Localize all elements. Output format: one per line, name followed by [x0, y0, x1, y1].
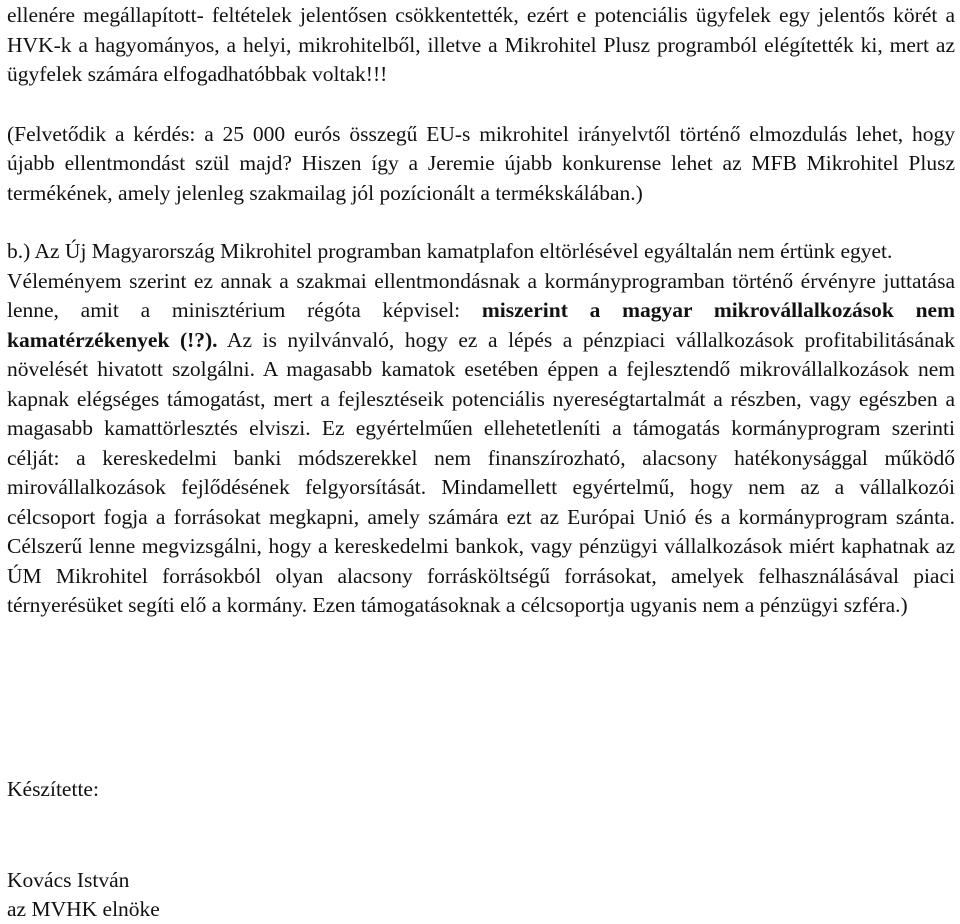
paragraph-4-bold-text: miszerint a magyar mikrovállalkozások nem kamatérzékenyek (!?).	[7, 298, 956, 352]
paragraph-2: (Felvetődik a kérdés: a 25 000 eurós összegű EU-s mikrohitel irányelvtől történő elmozdulás lehet, hogy újabb ellentmondást szül majd? Hiszen így a Jeremie újabb konkurense lehet az MFB Mikrohitel Plusz termékének, amely jelenleg szakmailag jól pozícionált a termékskálában.)	[7, 121, 955, 205]
paragraph-4-text-a: Véleményem szerint ez annak a szakmai ellentmondásnak a kormányprogramban történő érvényre juttatása lenne, amit a minisztérium régóta képvisel:	[7, 268, 955, 322]
paragraph-4	[7, 267, 955, 621]
signature-title: az MVHK elnöke	[7, 897, 160, 921]
document-body	[7, 0, 955, 621]
paragraph-3: b.) Az Új Magyarország Mikrohitel programban kamatplafon eltörlésével egyáltalán nem értünk egyet.	[7, 239, 893, 263]
paragraph-4-text-b: Az is nyilvánvaló, hogy ez a lépés a pénzpiaci vállalkozások profitabilitásának növelését hivatott szolgálni. A magasabb kamatok esetében éppen a fejlesztendő mikrovállalkozások nem kapnak elégséges támogatást, mert a fejlesztéseik potenciális nyereségtartalmát a részben, vagy egészben a magasabb kamattörlesztés elviszi. Ez egyértelműen ellehetetleníti a támogatás kormányprogram szerinti célját: a kereskedelmi banki módszerekkel nem finanszírozható, alacsony hatékonysággal működő mirovállalkozások fejlődésének felgyorsítását. Mindamellett egyértelmű, hogy nem az a vállalkozói célcsoport fogja a forrásokat megkapni, amely számára ezt az Európai Unió és a kormányprogram szánta. Célszerű lenne megvizsgálni, hogy a kereskedelmi bankok, vagy pénzügyi vállalkozások miért kaphatnak az ÚM Mikrohitel forrásokból olyan alacsony forrásköltségű forrásokat, amelyek felhasználásával piaci térnyerésüket segíti elő a kormány. Ezen támogatásoknak a célcsoportja ugyanis nem a pénzügyi szféra.)	[7, 327, 955, 617]
prepared-by-label: Készítette:	[7, 777, 99, 801]
signature-name: Kovács István	[7, 868, 130, 892]
paragraph-1: ellenére megállapított- feltételek jelentősen csökkentették, ezért e potenciális ügyfelek egy jelentős körét a HVK-k a hagyományos, a helyi, mikrohitelből, illetve a Mikrohitel Plusz programból elégítették ki, mert az ügyfelek számára elfogadhatóbbak voltak!!!	[7, 3, 955, 86]
